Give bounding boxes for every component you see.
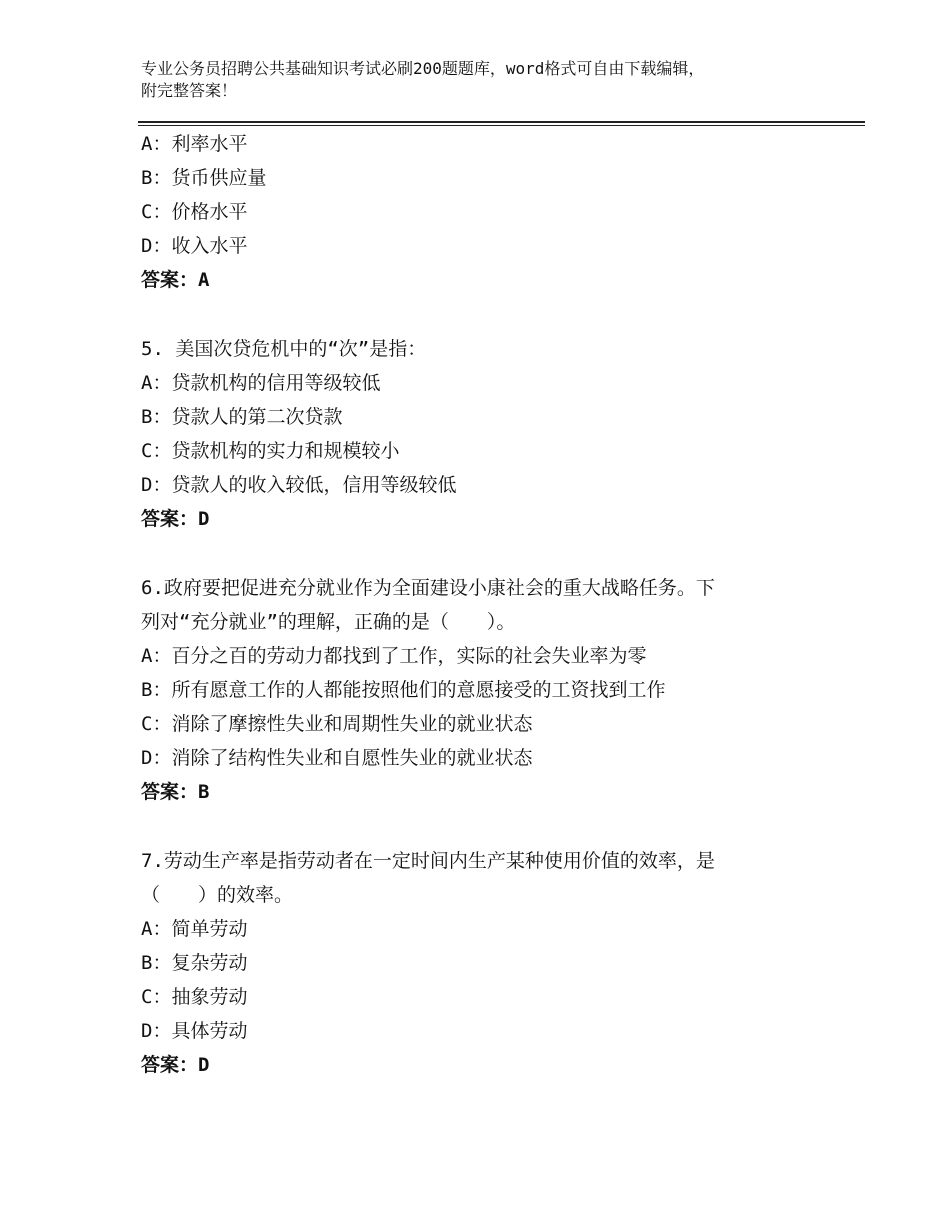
option-c: C：消除了摩擦性失业和周期性失业的就业状态 [141, 713, 533, 735]
option-d: D：收入水平 [141, 235, 248, 257]
header-line-1: 专业公务员招聘公共基础知识考试必刷200题题库，word格式可自由下载编辑， [141, 59, 705, 78]
document-header [141, 58, 831, 102]
option-c: C：抽象劳动 [141, 986, 248, 1008]
option-b: B：贷款人的第二次贷款 [141, 406, 343, 428]
question-list [141, 127, 821, 1082]
question-text-line-2: 列对“充分就业”的理解，正确的是（ ）。 [141, 611, 516, 633]
header-divider-thin [138, 125, 865, 126]
question-text-line-2: （ ）的效率。 [141, 884, 294, 906]
option-b: B：所有愿意工作的人都能按照他们的意愿接受的工资找到工作 [141, 679, 666, 701]
question-6-block [141, 571, 821, 809]
option-a: A：利率水平 [141, 133, 248, 155]
answer-line: 答案：D [141, 1054, 210, 1076]
option-a: A：贷款机构的信用等级较低 [141, 372, 381, 394]
option-c: C：贷款机构的实力和规模较小 [141, 440, 400, 462]
question-4-block [141, 127, 821, 297]
answer-line: 答案：A [141, 269, 210, 291]
answer-line: 答案：B [141, 781, 210, 803]
answer-line: 答案：D [141, 508, 210, 530]
spacer [141, 536, 821, 571]
option-d: D：消除了结构性失业和自愿性失业的就业状态 [141, 747, 533, 769]
header-divider-thick [138, 121, 865, 123]
question-5-block [141, 332, 821, 536]
option-b: B：货币供应量 [141, 167, 267, 189]
spacer [141, 809, 821, 844]
header-line-2: 附完整答案！ [141, 81, 238, 100]
option-d: D：贷款人的收入较低，信用等级较低 [141, 474, 457, 496]
option-a: A：简单劳动 [141, 918, 248, 940]
question-text: 5. 美国次贷危机中的“次”是指： [141, 338, 427, 360]
option-a: A：百分之百的劳动力都找到了工作，实际的社会失业率为零 [141, 645, 647, 667]
question-7-block [141, 844, 821, 1082]
question-text-line-1: 6.政府要把促进充分就业作为全面建设小康社会的重大战略任务。下 [141, 577, 715, 599]
spacer [141, 297, 821, 332]
question-text-line-1: 7.劳动生产率是指劳动者在一定时间内生产某种使用价值的效率，是 [141, 850, 715, 872]
option-c: C：价格水平 [141, 201, 248, 223]
option-b: B：复杂劳动 [141, 952, 248, 974]
option-d: D：具体劳动 [141, 1020, 248, 1042]
